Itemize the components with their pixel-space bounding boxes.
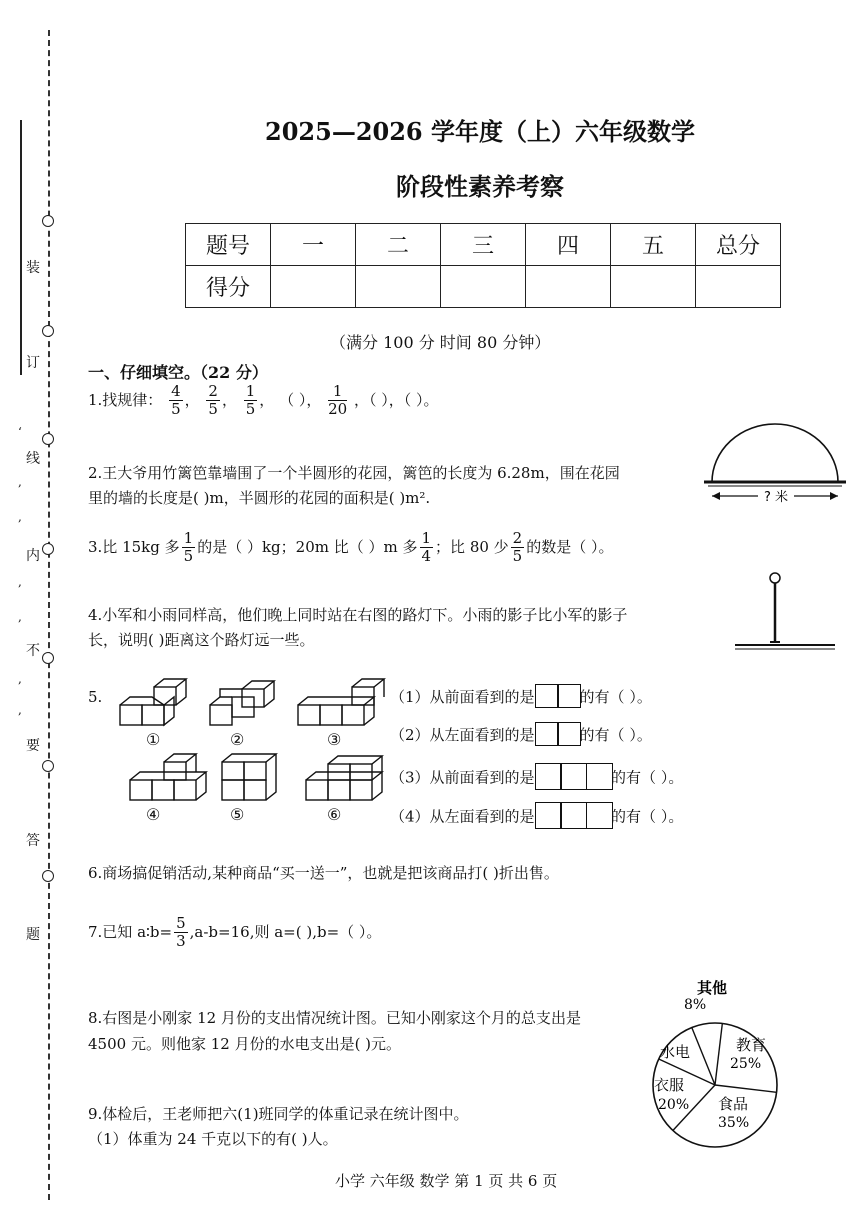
score-cell: 四 — [526, 224, 611, 266]
binding-hole-icon — [42, 760, 54, 772]
binding-hole-icon — [42, 215, 54, 227]
binding-char: 不 — [26, 643, 40, 659]
q5-item-1 — [390, 684, 652, 712]
denominator: 5 — [183, 547, 194, 566]
score-cell: 题号 — [186, 224, 271, 266]
arrow-left-icon — [712, 492, 720, 500]
question-4-line1: 4.小军和小雨同样高，他们晚上同时站在右图的路灯下。小雨的影子比小军的影子 — [88, 606, 628, 624]
question-1: 1.找规律： $\frac{4}{5}$ ， $\frac{2}{5}$ ， $\frac{1}{5}$ ， （ ）， $\frac{1}{20}$ ，（ ），（ ）。 — [88, 382, 439, 419]
binding-char: 题 — [26, 927, 40, 943]
figure-label: ③ — [327, 730, 342, 749]
section-heading: 一、仔细填空。（22 分） — [88, 363, 268, 382]
q3-text: 3.比 15kg 多 — [88, 537, 180, 556]
numerator: 1 — [328, 383, 347, 401]
view-2-square-icon — [535, 684, 580, 712]
score-input-cell[interactable] — [696, 266, 781, 308]
q5-item-text: （2）从左面看到的是 — [390, 726, 535, 744]
denominator: 4 — [421, 547, 432, 566]
binding-tick: , — [18, 610, 22, 624]
figure-label: ④ — [146, 805, 161, 824]
numerator: 5 — [176, 914, 186, 932]
view-2-square-icon — [535, 722, 580, 750]
expense-pie-chart — [640, 975, 790, 1165]
binding-hole-icon — [42, 543, 54, 555]
q5-item-text: （4）从左面看到的是 — [390, 807, 535, 826]
pie-pct-clothes: 20% — [658, 1097, 690, 1113]
semicircle-garden-figure — [700, 420, 850, 505]
pie-label-education: 教育 — [736, 1036, 767, 1054]
page-title: 2025—2026 学年度（上）六年级数学 — [265, 117, 695, 146]
question-8-line1: 8.右图是小刚家 12 月份的支出情况统计图。已知小刚家这个月的总支出是 — [88, 1009, 581, 1027]
q5-item-4 — [390, 802, 683, 833]
fraction — [169, 383, 183, 419]
view-3-square-icon — [535, 763, 612, 794]
pie-label-other: 其他 — [697, 979, 728, 997]
score-cell: 二 — [356, 224, 441, 266]
binding-tick: , — [18, 703, 22, 717]
pie-pct-education: 25% — [730, 1056, 762, 1072]
denominator: 5 — [245, 400, 256, 419]
fraction — [420, 530, 434, 566]
pie-pct-food: 35% — [718, 1115, 750, 1131]
pie-slice-boundary — [715, 1023, 722, 1085]
fraction — [206, 383, 220, 419]
denominator: 5 — [171, 400, 181, 419]
pie-label-utilities: 水电 — [660, 1043, 691, 1061]
score-input-cell[interactable] — [356, 266, 441, 308]
question-3 — [88, 530, 614, 566]
score-input-cell[interactable] — [271, 266, 356, 308]
binding-hole-icon — [42, 652, 54, 664]
numerator: 1 — [421, 529, 432, 547]
answer-blank[interactable]: （ ）， — [279, 390, 322, 409]
pie-label-food: 食品 — [718, 1095, 749, 1113]
cube-figure-1 — [120, 679, 186, 725]
question-2-line1: 2.王大爷用竹篱笆靠墙围了一个半圆形的花园，篱笆的长度为 6.28m，围在花园 — [88, 464, 620, 482]
question-9-line1: 9.体检后，王老师把六(1)班同学的体重记录在统计图中。 — [88, 1105, 469, 1123]
view-3-square-icon — [535, 802, 612, 833]
binding-char: 订 — [26, 355, 40, 371]
fraction — [182, 530, 196, 566]
semicircle-arc — [712, 424, 838, 482]
numerator: 1 — [245, 382, 256, 400]
q5-item-text: （3）从前面看到的是 — [390, 768, 535, 787]
binding-hole-icon — [42, 433, 54, 445]
fraction — [174, 915, 188, 951]
denominator: 5 — [208, 400, 218, 419]
figure-label: ⑤ — [230, 805, 245, 824]
pie-pct-other: 8% — [684, 997, 707, 1013]
score-table-header-row — [186, 224, 781, 266]
numerator: 2 — [512, 529, 523, 547]
score-input-cell[interactable] — [441, 266, 526, 308]
binding-char: 答 — [26, 833, 40, 849]
exam-info: （满分 100 分 时间 80 分钟） — [330, 333, 551, 352]
question-5-number: 5. — [88, 688, 103, 706]
binding-hole-icon — [42, 870, 54, 882]
q3-text[interactable]: 的数是（ ）。 — [526, 537, 614, 556]
denominator: 20 — [328, 400, 348, 419]
question-7 — [88, 915, 381, 951]
question-6: 6.商场搞促销活动,某种商品“买一送一”，也就是把该商品打( )折出售。 — [88, 864, 559, 882]
figure-label: ① — [146, 730, 161, 749]
binding-char: 要 — [26, 738, 40, 754]
denominator: 3 — [176, 932, 186, 951]
q5-item-answer[interactable]: 的有（ ）。 — [611, 807, 684, 826]
lamp-bulb-icon — [770, 573, 780, 583]
numerator: 1 — [183, 529, 194, 547]
question-2-line2: 里的墙的长度是( )m，半圆形的花园的面积是( )m². — [88, 489, 431, 507]
score-cell: 五 — [611, 224, 696, 266]
binding-tick: , — [18, 672, 22, 686]
binding-tick: , — [18, 575, 22, 589]
q7-text[interactable]: ,a-b=16,则 a=( ),b=（ ）。 — [189, 922, 382, 941]
cube-figure-5 — [222, 754, 276, 800]
q5-item-answer[interactable]: 的有（ ）。 — [611, 768, 684, 787]
score-table-score-row — [186, 266, 781, 308]
fraction — [511, 530, 525, 566]
street-lamp-figure — [730, 568, 840, 653]
binding-char: 内 — [26, 548, 40, 564]
arrow-right-icon — [830, 492, 838, 500]
question-9-line2: （1）体重为 24 千克以下的有( )人。 — [88, 1130, 338, 1148]
score-cell: 得分 — [186, 266, 271, 308]
cube-figure-6 — [306, 756, 382, 800]
score-input-cell[interactable] — [611, 266, 696, 308]
numerator: 4 — [171, 382, 181, 400]
binding-tick: , — [18, 475, 22, 489]
score-cell: 三 — [441, 224, 526, 266]
score-cell: 一 — [271, 224, 356, 266]
cube-figure-4 — [130, 754, 206, 800]
binding-tick: , — [18, 510, 22, 524]
score-cell: 总分 — [696, 224, 781, 266]
numerator: 2 — [208, 382, 218, 400]
q5-item-3 — [390, 763, 683, 794]
q5-item-text: （1）从前面看到的是 — [390, 688, 535, 706]
binding-dashed-line — [48, 30, 50, 1200]
q5-item-answer[interactable]: 的有（ ）。 — [579, 726, 652, 744]
question-8-line2: 4500 元。则他家 12 月份的水电支出是( )元。 — [88, 1035, 402, 1053]
page-footer: 小学 六年级 数学 第 1 页 共 6 页 — [335, 1172, 558, 1190]
q1-prefix: 1.找规律： — [88, 390, 163, 409]
fraction — [244, 383, 258, 419]
binding-bar — [20, 120, 22, 375]
cube-figure-3 — [298, 679, 384, 725]
q5-item-2 — [390, 722, 652, 750]
figure-label: ② — [230, 730, 245, 749]
q3-text[interactable]: 的是（ ）kg；20m 比（ ）m 多 — [197, 537, 418, 556]
cube-figure-2 — [210, 681, 274, 725]
q3-text: ；比 80 少 — [435, 537, 509, 556]
binding-hole-icon — [42, 325, 54, 337]
pie-slice-boundary — [715, 1085, 777, 1092]
score-table — [185, 223, 781, 308]
binding-char: 线 — [26, 451, 40, 467]
answer-blank[interactable]: ，（ ），（ ）。 — [354, 390, 439, 409]
q5-item-answer[interactable]: 的有（ ）。 — [579, 688, 652, 706]
question-4-line2: 长，说明( )距离这个路灯远一些。 — [88, 631, 315, 649]
binding-char: 装 — [26, 260, 40, 276]
pie-label-clothes: 衣服 — [654, 1076, 685, 1094]
figure-label: ⑥ — [327, 805, 342, 824]
fraction — [328, 383, 347, 419]
denominator: 5 — [512, 547, 523, 566]
score-input-cell[interactable] — [526, 266, 611, 308]
page-subtitle: 阶段性素养考察 — [396, 172, 564, 201]
q7-text: 7.已知 a∶b= — [88, 922, 173, 941]
dimension-label: ? 米 — [763, 490, 789, 505]
binding-tick: ‘ — [18, 425, 22, 439]
